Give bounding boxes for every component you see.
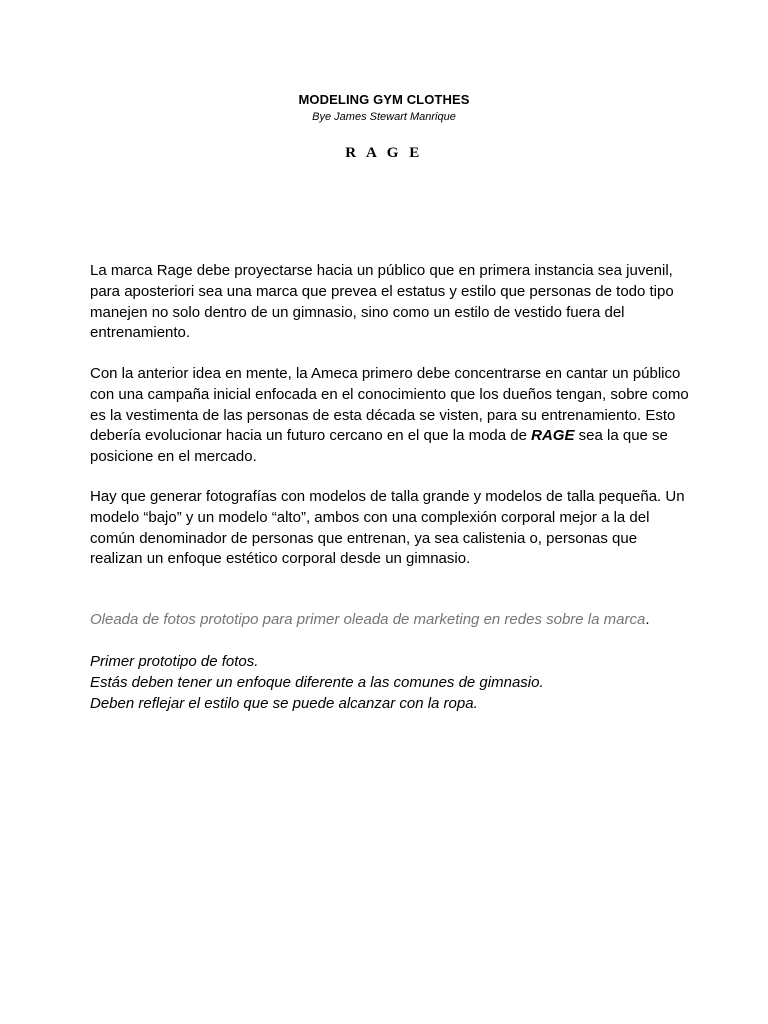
brand-heading: R A G E: [345, 145, 423, 161]
author-byline: Bye James Stewart Manrique: [312, 111, 456, 123]
intro-paragraph: La marca Rage debe proyectarse hacia un público que en primera instancia sea juvenil, para aposteriori sea una marca que prevea el estatus y estilo que personas de todo tipo manejen no solo dentro de un gimnasio, sino como un estilo de vestido fuera del entrenamiento.: [90, 262, 674, 342]
photo-wave-note: [90, 610, 690, 631]
prototype-note-line: Estás deben tener un enfoque diferente a las comunes de gimnasio.: [90, 673, 544, 691]
document-title: MODELING GYM CLOTHES: [298, 92, 470, 107]
campaign-paragraph: [90, 364, 690, 468]
photo-wave-note-period: .: [645, 611, 650, 628]
campaign-paragraph-text: Con la anterior idea en mente, la Ameca primero debe concentrarse en cantar un público con una campaña inicial enfocada en el conocimiento que los dueños tengan, sobre como es la vestimenta de las personas de esta década se visten, para su entrenamiento. Esto debería evolucionar hacia un futuro cercano en el que la moda de: [90, 365, 689, 445]
models-paragraph: Hay que generar fotografías con modelos de talla grande y modelos de talla pequeña. Un modelo “bajo” y un modelo “alto”, ambos con una complexión corporal mejor a la del común denominador de personas que entrenan, ya sea calistenia o, personas que realizan un enfoque estético corporal desde un gimnasio.: [90, 488, 685, 568]
campaign-paragraph-end: sea la que se posicione en el mercado.: [90, 427, 668, 466]
prototype-note-line: Deben reflejar el estilo que se puede alcanzar con la ropa.: [90, 694, 478, 712]
prototype-notes: [90, 652, 690, 714]
brand-emphasis: RAGE: [531, 427, 575, 445]
prototype-note-line: Primer prototipo de fotos.: [90, 653, 259, 670]
photo-wave-note-text: Oleada de fotos prototipo para primer oleada de marketing en redes sobre la marca: [90, 611, 646, 628]
